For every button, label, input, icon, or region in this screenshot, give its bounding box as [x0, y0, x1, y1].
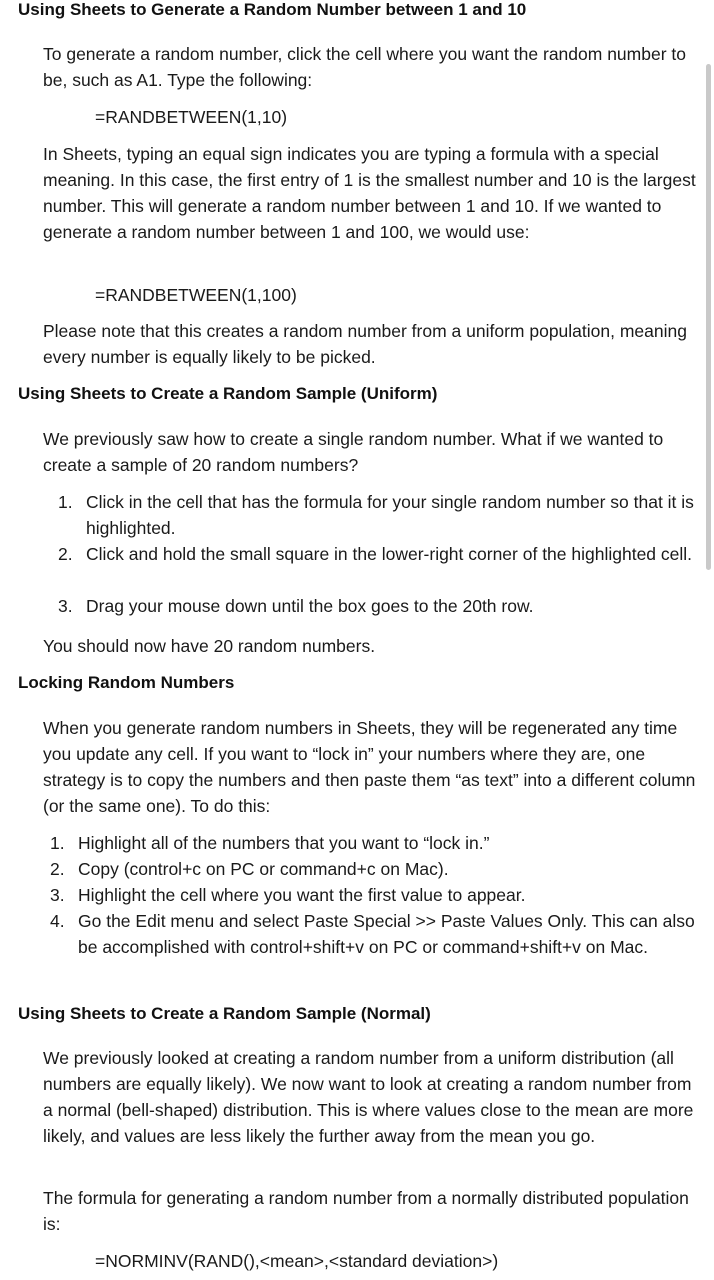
- list-item-number: 4.: [50, 911, 65, 931]
- list-item-number: 3.: [50, 885, 65, 905]
- formula-randbetween-1-100: =RANDBETWEEN(1,100): [95, 285, 297, 305]
- paragraph-formula-intro-normal: The formula for generating a random number from a normally distributed population is:: [43, 1188, 689, 1234]
- list-item: [50, 830, 700, 856]
- section-heading-normal-sample: Using Sheets to Create a Random Sample (Normal): [18, 1004, 431, 1023]
- list-item: [58, 593, 698, 619]
- paragraph-intro-normal-sample: We previously looked at creating a random number from a uniform distribution (all numbers are equally likely). We now want to look at creating a random number from a normal (bell-shaped) distribution. This is where values close to the mean are more likely, and values are less likely the further away from the mean you go.: [43, 1048, 694, 1146]
- paragraph-intro-random-number: To generate a random number, click the cell where you want the random number to be, such as A1. Type the following:: [43, 44, 686, 90]
- list-item: [58, 489, 698, 541]
- list-item: [50, 856, 700, 882]
- list-item-text: Drag your mouse down until the box goes to the 20th row.: [86, 596, 534, 616]
- list-item-text: Click and hold the small square in the lower-right corner of the highlighted cell.: [86, 544, 693, 564]
- list-item-number: 1.: [50, 833, 65, 853]
- paragraph-intro-locking: When you generate random numbers in Sheets, they will be regenerated any time you update any cell. If you want to “lock in” your numbers where they are, one strategy is to copy the numbers and then paste them “as text” into a different column (or the same one). To do this:: [43, 718, 696, 816]
- list-item-number: 1.: [58, 492, 73, 512]
- list-item: [58, 541, 698, 593]
- list-item-text: Highlight the cell where you want the first value to appear.: [78, 885, 526, 905]
- list-item-number: 2.: [50, 859, 65, 879]
- section-heading-uniform-sample: Using Sheets to Create a Random Sample (Uniform): [18, 384, 438, 403]
- list-item-text: Click in the cell that has the formula for your single random number so that it is highlighted.: [86, 492, 694, 538]
- section-heading-locking-random-numbers: Locking Random Numbers: [18, 673, 235, 692]
- list-item-number: 3.: [58, 596, 73, 616]
- section-heading-random-number: Using Sheets to Generate a Random Number between 1 and 10: [18, 0, 527, 19]
- list-item: [50, 882, 700, 908]
- list-item-text: Copy (control+c on PC or command+c on Mac).: [78, 859, 449, 879]
- steps-list-locking: [50, 830, 700, 960]
- list-item: [50, 908, 700, 960]
- list-item-text: Go the Edit menu and select Paste Special >> Paste Values Only. This can also be accomplished with control+shift+v on PC or command+shift+v on Mac.: [78, 911, 695, 957]
- steps-list-uniform-sample: [58, 489, 698, 619]
- paragraph-uniform-note: Please note that this creates a random number from a uniform population, meaning every number is equally likely to be picked.: [43, 321, 687, 367]
- list-item-number: 2.: [58, 544, 73, 564]
- formula-randbetween-1-10: =RANDBETWEEN(1,10): [95, 107, 288, 127]
- vertical-scrollbar[interactable]: [706, 64, 711, 570]
- paragraph-intro-uniform-sample: We previously saw how to create a single random number. What if we wanted to create a sample of 20 random numbers?: [43, 429, 664, 475]
- paragraph-outro-uniform-sample: You should now have 20 random numbers.: [43, 636, 376, 656]
- list-item-text: Highlight all of the numbers that you want to “lock in.”: [78, 833, 490, 853]
- formula-norminv: =NORMINV(RAND(),<mean>,<standard deviation>): [95, 1251, 499, 1271]
- paragraph-formula-explanation: In Sheets, typing an equal sign indicates you are typing a formula with a special meaning. In this case, the first entry of 1 is the smallest number and 10 is the largest number. This will generate a random number between 1 and 10. If we wanted to generate a random number between 1 and 100, we would use:: [43, 144, 696, 242]
